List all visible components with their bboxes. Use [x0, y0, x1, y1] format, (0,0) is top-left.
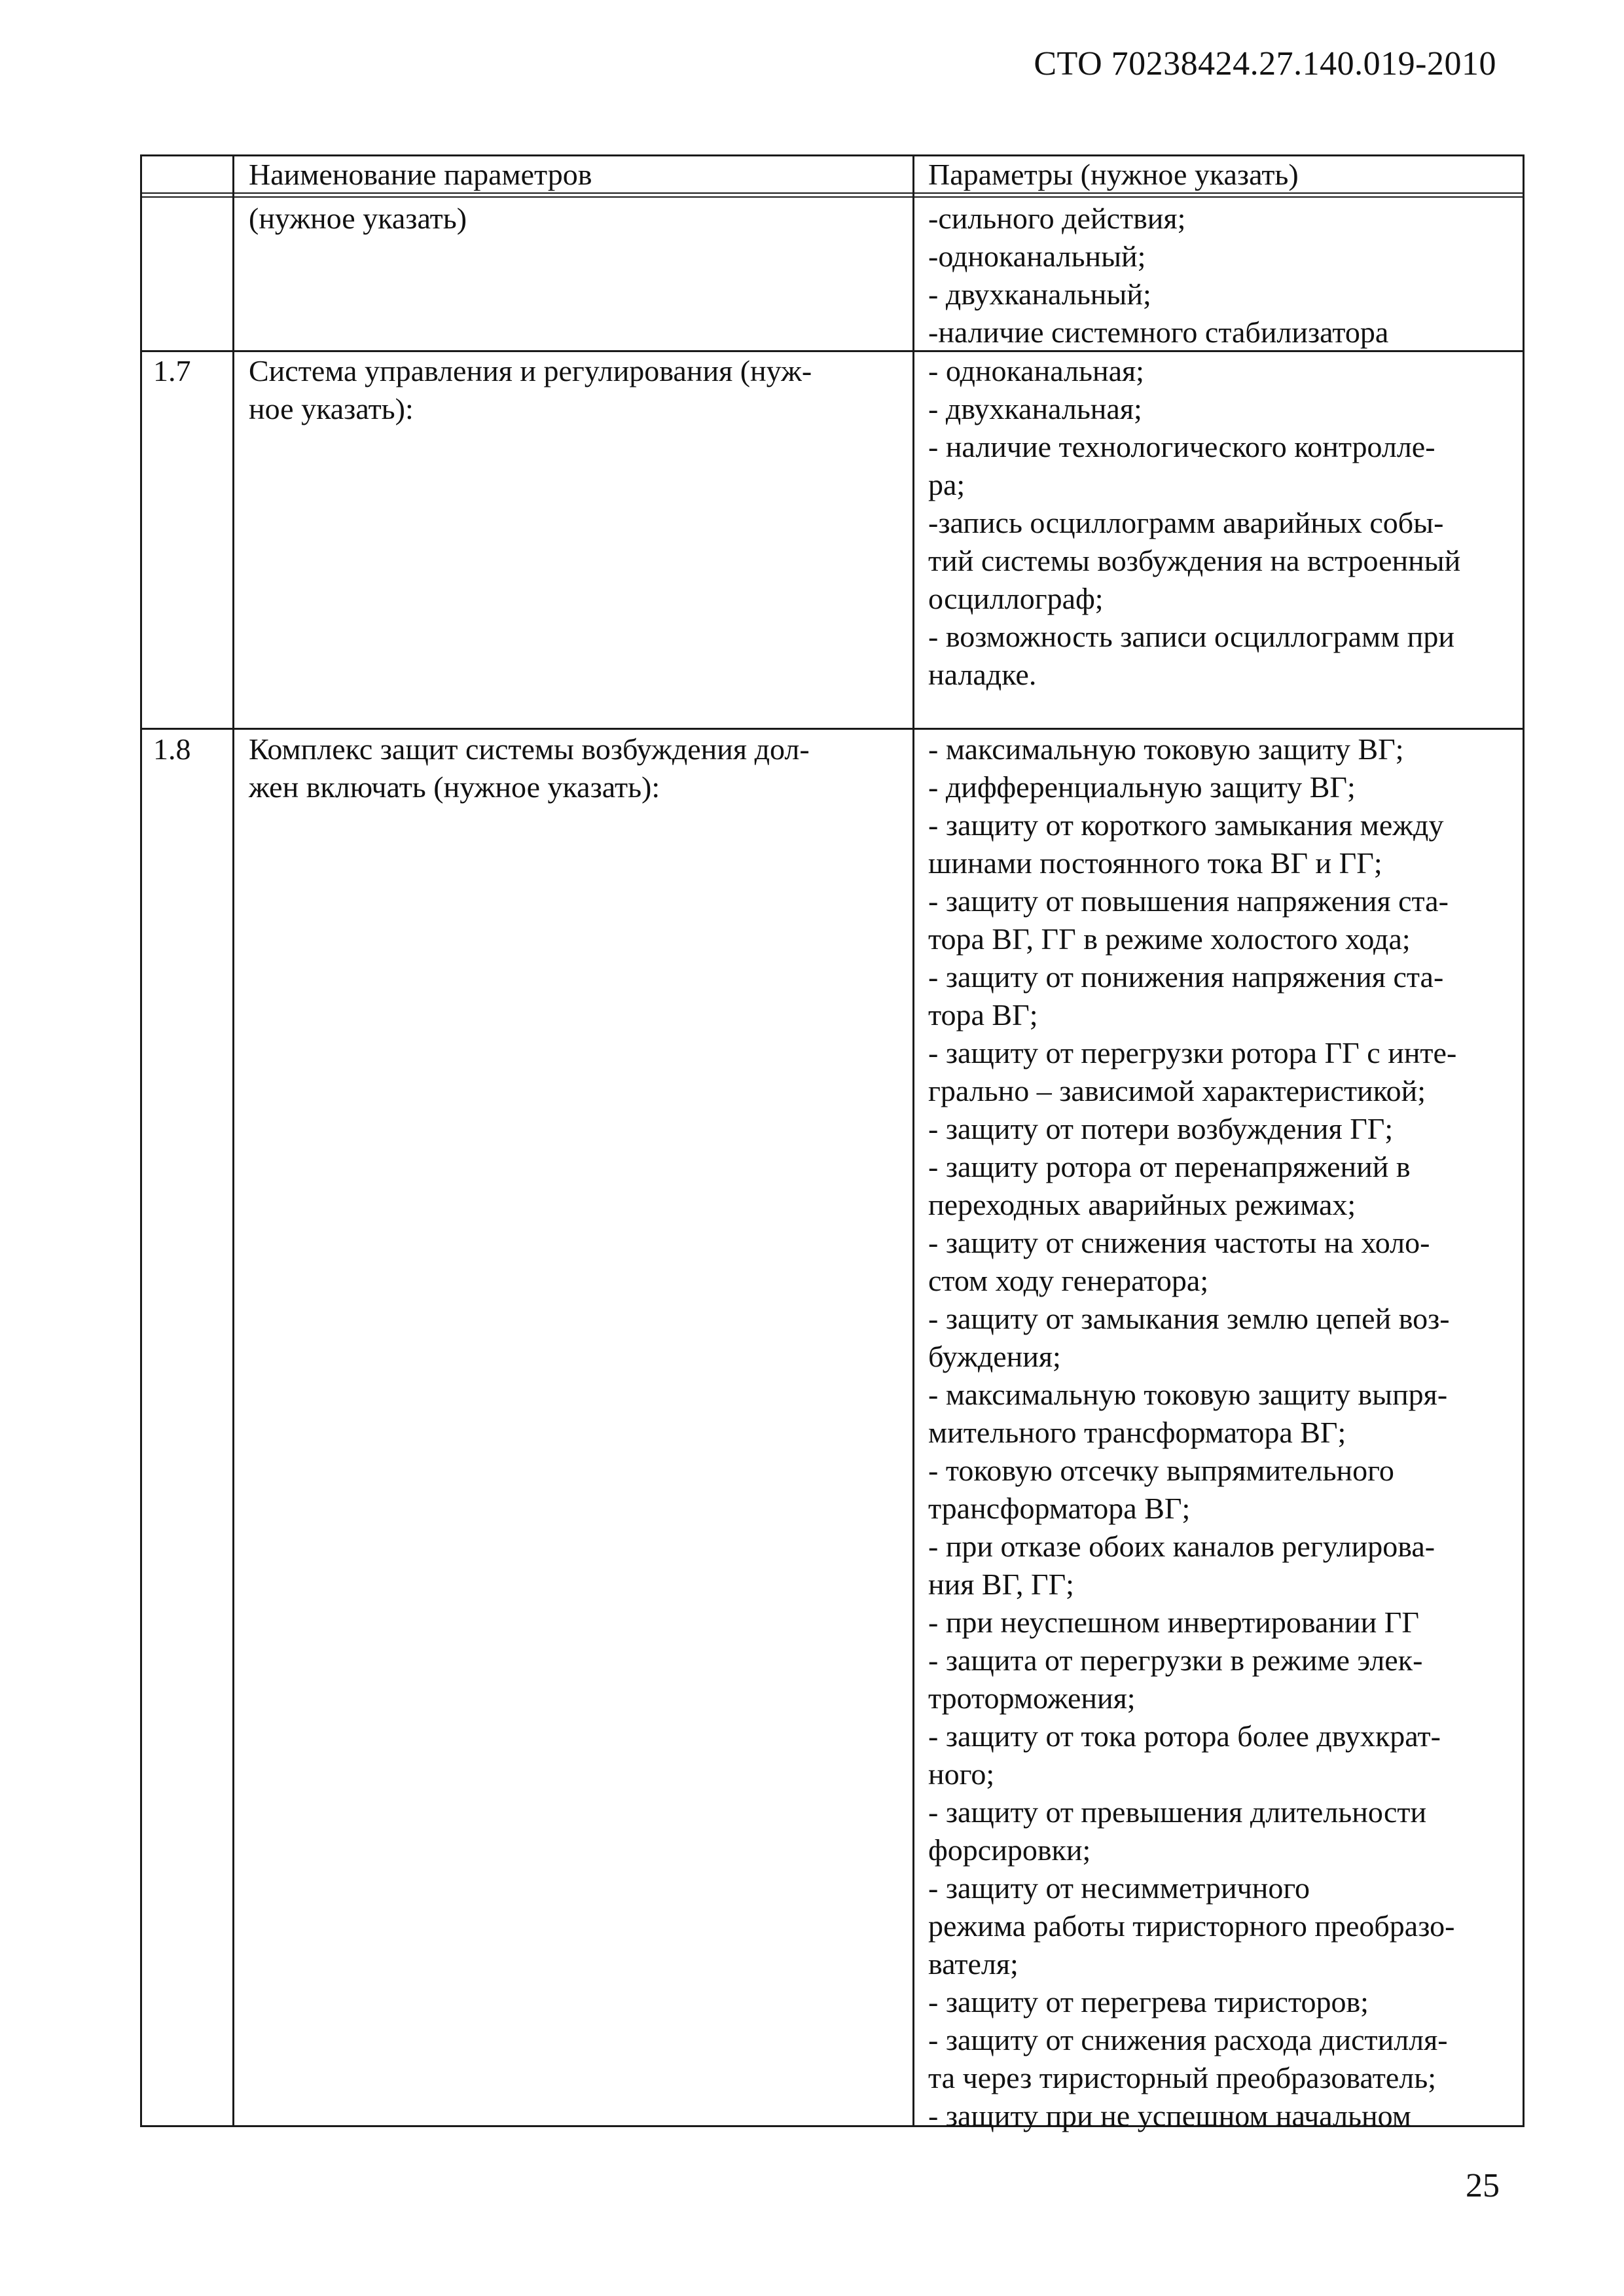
row-1-7-params: - одноканальная; - двухканальная; - наличие технологического контролле- ра; -запись осциллограмм аварийных собы- тий системы возбуждения на встроенный осциллограф; - возможность записи осциллограмм при наладке.: [928, 354, 1461, 691]
header-cell-params: Параметры (нужное указать): [928, 158, 1299, 191]
column-divider-number: [232, 154, 234, 2127]
row-1-8-name: Комплекс защит системы возбуждения дол- жен включать (нужное указать):: [249, 732, 810, 804]
table-border-right: [1523, 154, 1525, 2127]
row-1-7-number: 1.7: [153, 354, 191, 387]
row-cont-params: -сильного действия; -одноканальный; - двухканальный; -наличие системного стабилизатора: [928, 202, 1389, 349]
header-cell-name: Наименование параметров: [249, 158, 592, 191]
row-1-8-number: 1.8: [153, 732, 191, 766]
header-divider-lower: [140, 196, 1525, 198]
page-number: 25: [1466, 2167, 1500, 2204]
table-border-left: [140, 154, 142, 2127]
row-cont-name: (нужное указать): [249, 202, 467, 235]
row-1-7-name: Система управления и регулирования (нуж- ное указать):: [249, 354, 812, 425]
row-1-8-params: - максимальную токовую защиту ВГ; - дифференциальную защиту ВГ; - защиту от короткого замыкания между шинами постоянного тока ВГ и ГГ; - защиту от повышения напряжения ста- тора ВГ, ГГ в режиме холостого хода; - защиту от понижения напряжения ста- тора ВГ; - защиту от перегрузки ротора ГГ с инте- грально – зависимой характеристикой; - защиту от потери возбуждения ГГ; - защиту ротора от перенапряжений в переходных аварийных режимах; - защиту от снижения частоты на холо- стом ходу генератора; - защиту от замыкания землю цепей воз- буждения; - максимальную токовую защиту выпря- мительного трансформатора ВГ; - токовую отсечку выпрямительного трансформатора ВГ; - при отказе обоих каналов регулирова- ния ВГ, ГГ; - при неуспешном инвертировании ГГ - защита от перегрузки в режиме элек- троторможения; - защиту от тока ротора более двухкрат- ного; - защиту от превышения длительности форсировки; - защиту от несимметричного режима работы тиристорного преобразо- вателя; - защиту от перегрева тиристоров; - защиту от снижения расхода дистилля- та через тиристорный преобразователь; - защиту при не успешном начальном: [928, 732, 1457, 2132]
column-divider-name: [912, 154, 914, 2127]
document-code: СТО 70238424.27.140.019-2010: [1034, 45, 1496, 82]
row-divider-1-8: [140, 728, 1525, 730]
